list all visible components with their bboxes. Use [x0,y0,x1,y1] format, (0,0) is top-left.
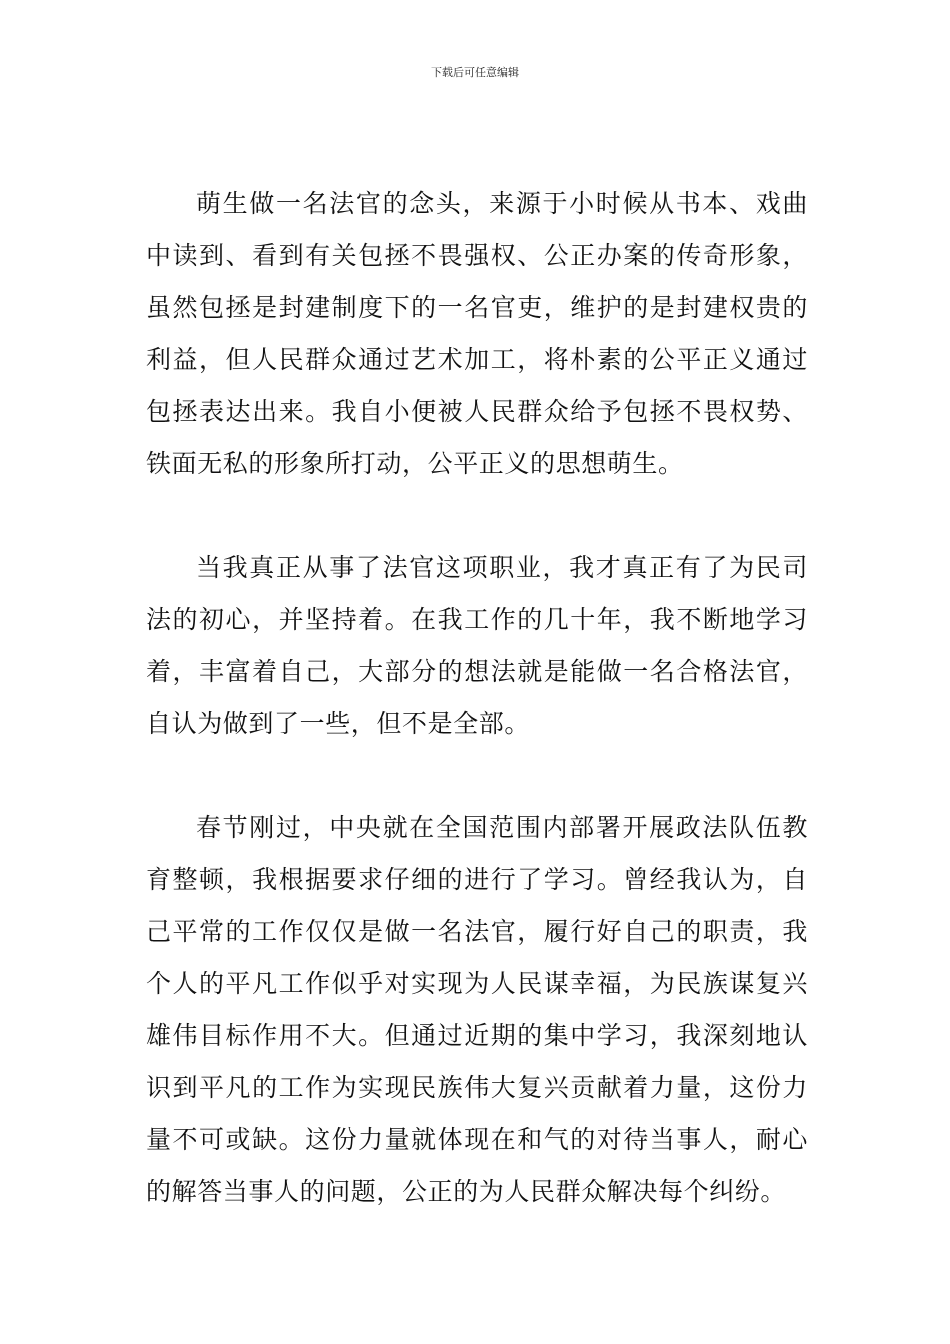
paragraph-2: 当我真正从事了法官这项职业，我才真正有了为民司法的初心，并坚持着。在我工作的几十年，我不断地学习着，丰富着自己，大部分的想法就是能做一名合格法官，自认为做到了一些，但不是全部。 [146,553,808,738]
header-note: 下载后可任意编辑 [431,66,519,79]
paragraph-1: 萌生做一名法官的念头，来源于小时候从书本、戏曲中读到、看到有关包拯不畏强权、公正办案的传奇形象，虽然包拯是封建制度下的一名官吏，维护的是封建权贵的利益，但人民群众通过艺术加工，将朴素的公平正义通过包拯表达出来。我自小便被人民群众给予包拯不畏权势、铁面无私的形象所打动，公平正义的思想萌生。 [146,189,808,478]
paragraph-3: 春节刚过，中央就在全国范围内部署开展政法队伍教育整顿，我根据要求仔细的进行了学习。曾经我认为，自己平常的工作仅仅是做一名法官，履行好自己的职责，我个人的平凡工作似乎对实现为人民谋幸福，为民族谋复兴雄伟目标作用不大。但通过近期的集中学习，我深刻地认识到平凡的工作为实现民族伟大复兴贡献着力量，这份力量不可或缺。这份力量就体现在和气的对待当事人，耐心的解答当事人的问题，公正的为人民群众解决每个纠纷。 [146,813,808,1206]
document-body [146,178,808,1218]
